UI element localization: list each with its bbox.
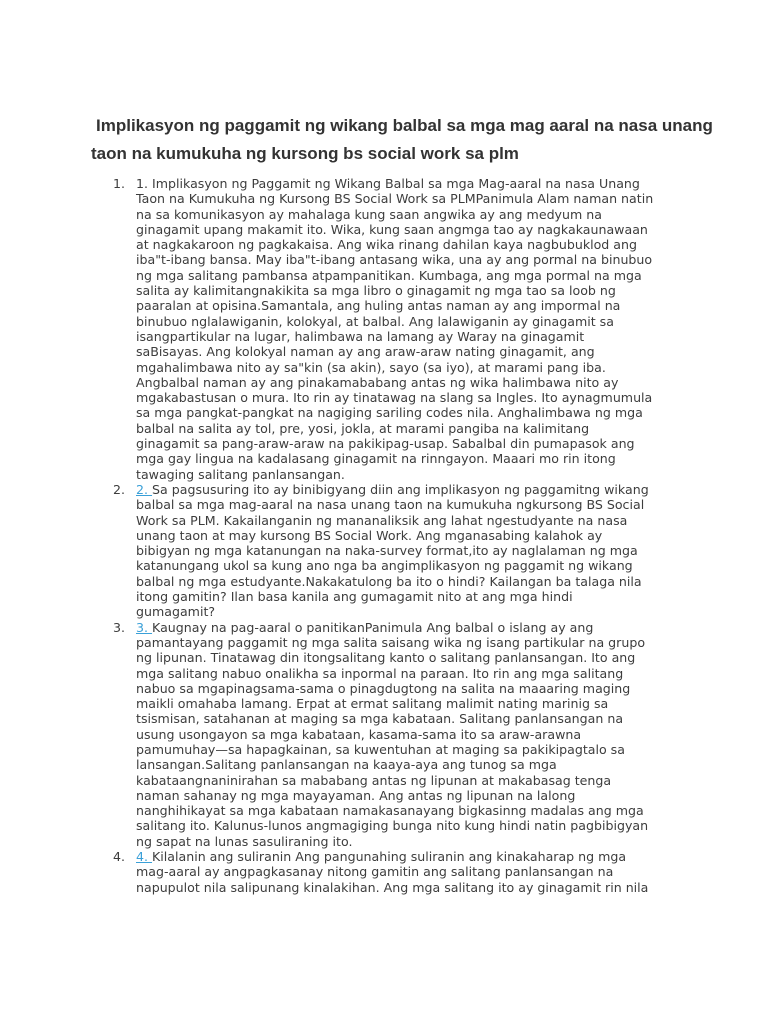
list-item-line: at nagkakaroon ng pagkakaisa. Ang wika rinang dahilan kaya nagbubuklod ang: [136, 237, 638, 253]
list-item-line: ng lipunan. Tinatawag din itongsalitang kanto o salitang panlansangan. Ito ang: [136, 650, 636, 666]
list-item-line: paaralan at opisina.Samantala, ang huling antas naman ay ang impormal na: [136, 298, 621, 314]
list-item-link[interactable]: 4.: [136, 849, 153, 865]
list-item-line: balbal ng mga estudyante.Nakakatulong ba ito o hindi? Kailangan ba talaga nila: [136, 573, 642, 589]
list-item-line: naman sahanay ng mga mayayaman. Ang antas ng lipunan na lalong: [136, 787, 576, 803]
list-item-line: nabuo sa mgapinagsama-sama o pinagdugtong na salita na maaaring maging: [136, 680, 631, 696]
list-item-line: salitang ito. Kalunus-lunos angmagiging bunga nito kung hindi natin pagbibigyan: [136, 818, 649, 834]
list-item-line: tsismisan, satahanan at maging sa mga kabataan. Salitang panlansangan na: [136, 711, 624, 727]
list-item-line: mag-aaral ay angpagkasanay nitong gamitin ang salitang panlansangan na: [136, 864, 614, 880]
list-item-line: unang taon at may kursong BS Social Work. Ang mganasabing kalahok ay: [136, 527, 603, 543]
list-item-line: katanungang ukol sa kung ano nga ba angimplikasyon ng paggamit ng wikang: [136, 558, 633, 574]
numbered-list: [113, 176, 674, 895]
list-item-line: ginagamit sa pang-araw-araw na pakikipag-usap. Sabalbal din pumapasok ang: [136, 436, 635, 452]
list-item-4: [113, 849, 674, 895]
list-item-1: [113, 176, 674, 482]
list-item-line: napupulot nila salipunang kinalakihan. Ang mga salitang ito ay ginagamit rin nila: [136, 879, 649, 895]
list-item-line: gumagamit?: [136, 604, 216, 620]
list-item-number: 3.: [113, 619, 126, 635]
list-item-2: [113, 481, 674, 620]
list-item-link[interactable]: 2.: [136, 481, 153, 497]
list-item-line: Angbalbal naman ay ang pinakamababang antas ng wika halimbawa nito ay: [136, 374, 619, 390]
list-item-line: mga gay lingua na kadalasang ginagamit na rinngayon. Maaari mo rin itong: [136, 451, 616, 467]
list-item-number: 2.: [113, 481, 126, 497]
list-item-line: sa mga pangkat-pangkat na nagiging sariling codes nila. Anghalimbawa ng mga: [136, 405, 643, 421]
list-item-line: lansangan.Salitang panlansangan na kaaya-aya ang tunog sa mga: [136, 757, 557, 773]
list-item-line: mgakabastusan o mura. Ito rin ay tinatawag na slang sa Ingles. Ito aynagmumula: [136, 390, 653, 406]
list-item-line-text: Kaugnay na pag-aaral o panitikanPanimula Ang balbal o islang ay ang: [152, 619, 594, 635]
list-item-line: itong gamitin? Ilan basa kanila ang gumagamit nito at ang mga hindi: [136, 589, 573, 605]
title-line-1: Implikasyon ng paggamit ng wikang balbal sa mga mag aaral na nasa unang: [96, 116, 713, 135]
list-item-number: 4.: [113, 849, 126, 865]
list-item-line: balbal na salita ay tol, pre, yosi, jokla, at marami pangiba na kalimitang: [136, 420, 590, 436]
list-item-line: bibigyan ng mga katanungan na naka-survey format,ito ay naglalaman ng mga: [136, 543, 638, 559]
list-item-3: [113, 619, 674, 849]
list-item-link[interactable]: 3.: [136, 619, 153, 635]
list-item-line: usung usongayon sa mga kabataan, kasama-sama ito sa araw-arawna: [136, 726, 582, 742]
list-item-line: pamantayang paggamit ng mga salita saisang wika ng isang partikular na grupo: [136, 634, 646, 650]
list-item-line: nanghihikayat sa mga kabataan namakasanayang bigkasinng madalas ang mga: [136, 803, 644, 819]
list-item-line: balbal sa mga mag-aaral na nasa unang taon na kumukuha ngkursong BS Social: [136, 497, 645, 513]
list-item-line: tawaging salitang panlansangan.: [136, 466, 345, 482]
list-item-line: 1. Implikasyon ng Paggamit ng Wikang Balbal sa mga Mag-aaral na nasa Unang: [136, 176, 640, 191]
list-item-line: iba"t-ibang bansa. May iba"t-ibang antasang wika, una ay ang pormal na binubuo: [136, 252, 653, 268]
list-item-line-text: Sa pagsusuring ito ay binibigyang diin ang implikasyon ng paggamitng wikang: [152, 481, 649, 497]
list-item-line: saBisayas. Ang kolokyal naman ay ang araw-araw nating ginagamit, ang: [136, 344, 595, 360]
list-item-line: [136, 482, 674, 497]
list-item-line: pamumuhay—sa hapagkainan, sa kuwentuhan at maging sa pakikipagtalo sa: [136, 741, 625, 757]
list-item-line: mgahalimbawa nito ay sa"kin (sa akin), sayo (sa iyo), at marami pang iba.: [136, 359, 606, 375]
title-line-2: taon na kumukuha ng kursong bs social work sa plm: [91, 144, 519, 163]
list-item-line: maikli omahaba lamang. Erpat at ermat salitang malimit nating marinig sa: [136, 696, 609, 712]
list-item-line: isangpartikular na lugar, halimbawa na lamang ay Waray na ginagamit: [136, 328, 585, 344]
list-item-line: na sa komunikasyon ay mahalaga kung saan angwika ay ang medyum na: [136, 206, 602, 222]
list-item-line: [136, 849, 674, 864]
list-item-line: Taon na Kumukuha ng Kursong BS Social Work sa PLMPanimula Alam naman natin: [136, 191, 654, 207]
document-title: [91, 112, 731, 168]
list-item-line-text: Kilalanin ang suliranin Ang pangunahing suliranin ang kinakaharap ng mga: [152, 849, 627, 865]
list-item-line: binubuo nglalawiganin, kolokyal, at balbal. Ang lalawiganin ay ginagamit sa: [136, 313, 614, 329]
list-item-line: ng sapat na lunas sasuliraning ito.: [136, 833, 353, 849]
list-item-line: [136, 620, 674, 635]
list-item-line: ginagamit upang makamit ito. Wika, kung saan angmga tao ay nagkakaunawaan: [136, 221, 648, 237]
list-item-line: ng mga salitang pambansa atpampanitikan. Kumbaga, ang mga pormal na mga: [136, 267, 642, 283]
list-item-line: Work sa PLM. Kakailanganin ng mananaliksik ang lahat ngestudyante na nasa: [136, 512, 628, 528]
list-item-line: kabataangnaninirahan sa mababang antas ng lipunan at makabasag tenga: [136, 772, 612, 788]
list-item-number: 1.: [113, 176, 126, 191]
list-item-line: mga salitang nabuo onalikha sa inpormal na paraan. Ito rin ang mga salitang: [136, 665, 624, 681]
list-item-line: salita ay kalimitangnakikita sa mga libro o ginagamit ng mga tao sa loob ng: [136, 283, 616, 299]
